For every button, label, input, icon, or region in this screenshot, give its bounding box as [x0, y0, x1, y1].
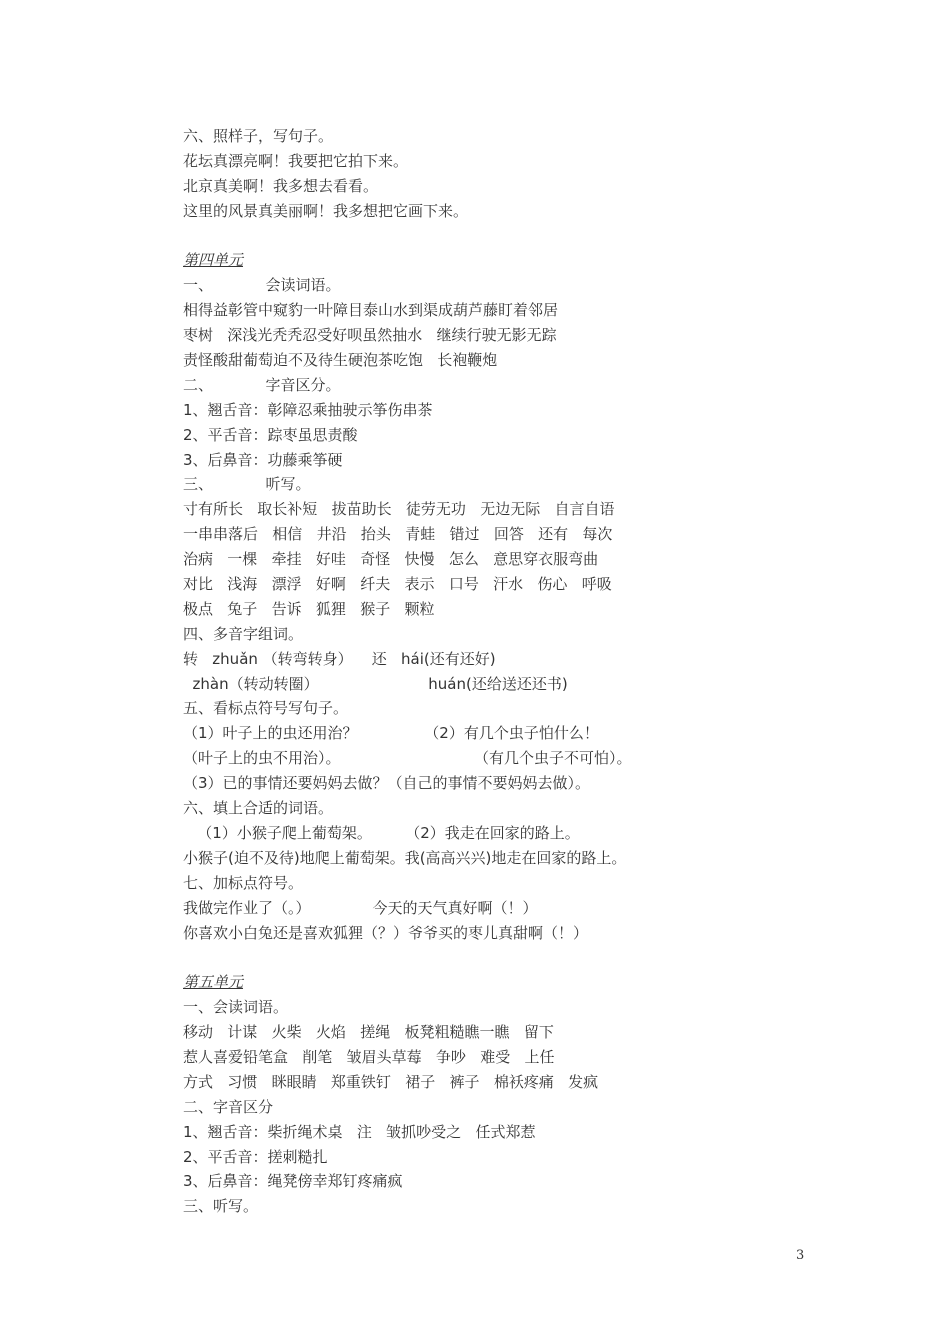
text-line: 你喜欢小白兔还是喜欢狐狸（？）爷爷买的枣儿真甜啊（！）: [183, 923, 589, 942]
text-line: 三、听写。: [183, 1197, 259, 1216]
text-line: 对比 浅海 漂浮 好啊 纤夫 表示 口号 汗水 伤心 呼吸: [183, 575, 612, 594]
text-line: 相得益彰管中窥豹一叶障目泰山水到渠成葫芦藤盯着邻居: [183, 301, 559, 320]
page-number: 3: [796, 1248, 805, 1263]
document-body: [183, 124, 823, 1219]
text-line: 枣树 深浅光秃秃忍受好呗虽然抽水 继续行驶无影无踪: [183, 326, 557, 345]
text-line: 四、多音字组词。: [183, 624, 304, 643]
text-line: 三、 听写。: [183, 475, 311, 494]
text-line: zhàn（转动转圈） huán(还给送还还书): [183, 674, 568, 693]
text-line: 1、翘舌音：柴折绳术桌 注 皱抓吵受之 任式郑惹: [183, 1122, 536, 1141]
text-line: 一、 会读词语。: [183, 276, 341, 295]
text-line: （1）叶子上的虫还用治？ （2）有几个虫子怕什么！: [183, 724, 599, 743]
text-line: 六、照样子，写句子。: [183, 127, 334, 145]
text-line: 寸有所长 取长补短 拔苗助长 徒劳无功 无边无际 自言自语: [183, 500, 615, 519]
text-line: 惹人喜爱铅笔盒 削笔 皱眉头草莓 争吵 难受 上任: [183, 1047, 555, 1066]
text-line: [183, 224, 823, 249]
text-line: 责怪酸甜葡萄迫不及待生硬泡茶吃饱 长袍鞭炮: [183, 351, 498, 370]
text-line: 这里的风景真美丽啊！我多想把它画下来。: [183, 201, 469, 220]
text-line: 北京真美啊！我多想去看看。: [183, 176, 379, 195]
text-line: 治病 一棵 牵挂 好哇 奇怪 快慢 怎么 意思穿衣服弯曲: [183, 550, 599, 569]
text-line: 一、会读词语。: [183, 998, 289, 1017]
text-line: 3、后鼻音：绳凳傍幸郑钉疼痛疯: [183, 1172, 403, 1191]
text-line: 六、填上合适的词语。: [183, 799, 334, 818]
text-line: 二、字音区分: [183, 1097, 274, 1116]
text-line: （叶子上的虫不用治）。 （有几个虫子不可怕）。: [183, 749, 632, 768]
text-line: 小猴子(迫不及待)地爬上葡萄架。我(高高兴兴)地走在回家的路上。: [183, 848, 627, 867]
text-line: 2、平舌音：踪枣虽思责酸: [183, 425, 358, 444]
section-heading: 第五单元: [183, 973, 244, 992]
text-line: （3）已的事情还要妈妈去做？（自己的事情不要妈妈去做）。: [183, 774, 591, 793]
text-line: 方式 习惯 眯眼睛 郑重铁钉 裙子 裤子 棉袄疼痛 发疯: [183, 1072, 599, 1091]
text-line: 我做完作业了（。） 今天的天气真好啊（！）: [183, 898, 538, 917]
text-line: 移动 计谋 火柴 火焰 搓绳 板凳粗糙瞧一瞧 留下: [183, 1023, 554, 1042]
text-line: 2、平舌音：搓刺糙扎: [183, 1147, 328, 1166]
text-line: 3、后鼻音：功藤乘筝硬: [183, 450, 343, 469]
text-line: 转 zhuǎn （转弯转身） 还 hái(还有还好): [183, 649, 496, 668]
text-line: 极点 兔子 告诉 狐狸 猴子 颗粒: [183, 599, 435, 618]
text-line: 1、翘舌音：彰障忍乘抽驶示筝伤串茶: [183, 400, 433, 419]
text-line: 七、加标点符号。: [183, 873, 304, 892]
section-heading: 第四单元: [183, 251, 244, 270]
text-line: [183, 945, 823, 970]
text-line: （1）小猴子爬上葡萄架。 （2）我走在回家的路上。: [183, 823, 580, 842]
text-line: 一串串落后 相信 井沿 抬头 青蛙 错过 回答 还有 每次: [183, 525, 613, 544]
text-line: 花坛真漂亮啊！我要把它拍下来。: [183, 151, 409, 170]
text-line: 二、 字音区分。: [183, 375, 341, 394]
text-line: 五、看标点符号写句子。: [183, 699, 349, 718]
